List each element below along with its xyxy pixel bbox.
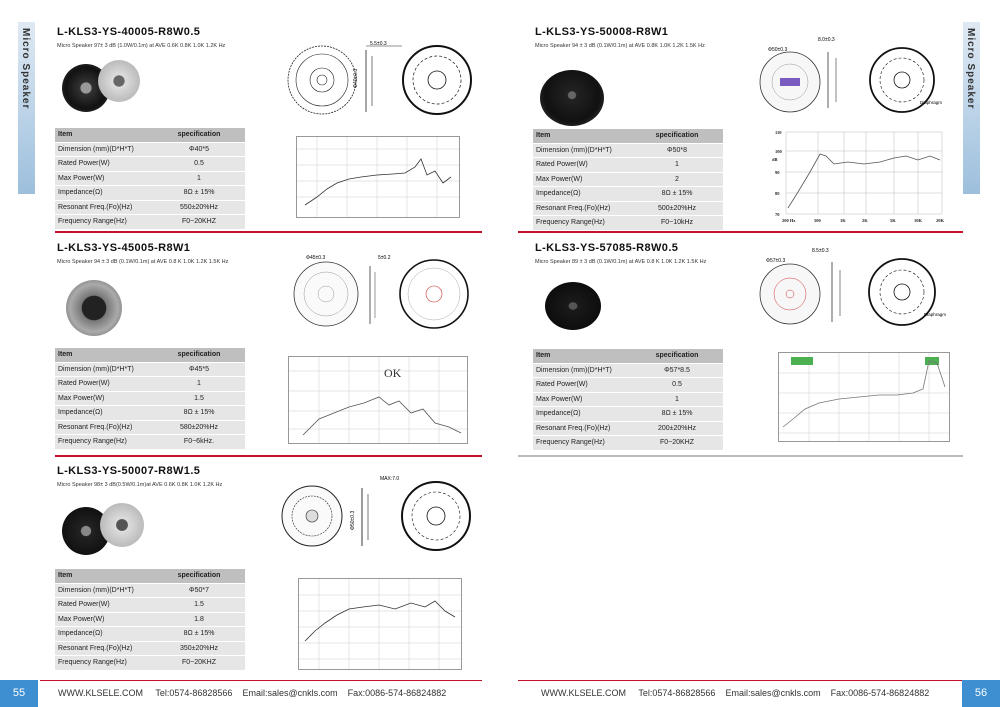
technical-drawing: [752, 248, 952, 328]
dim-height: 8.0±0.3: [818, 37, 835, 43]
technical-drawing: [282, 252, 482, 332]
footer-rule-left: [40, 680, 482, 681]
frequency-response-graph: [296, 136, 460, 218]
spec-key: Dimension (mm)(D*H*T): [533, 363, 631, 378]
dim-height: 8.5±0.3: [812, 248, 829, 254]
product-title: L-KLS3-YS-40005-R8W0.5: [57, 26, 201, 38]
spec-value: 0.5: [153, 157, 245, 172]
technical-drawing: [282, 40, 482, 120]
spec-key: Rated Power(W): [55, 157, 153, 172]
response-curve: [305, 601, 455, 641]
spec-key: Dimension (mm)(D*H*T): [55, 583, 153, 598]
spec-table: [533, 349, 723, 451]
product-title: L-KLS3-YS-57085-R8W0.5: [535, 242, 679, 254]
speaker-photo-back: [98, 60, 140, 102]
section-divider: [518, 231, 963, 233]
dim-height: 5±0.2: [378, 255, 391, 261]
spec-key: Dimension (mm)(D*H*T): [55, 142, 153, 157]
spec-value: Φ40*5: [153, 142, 245, 157]
response-curve: [783, 361, 945, 427]
spec-value: Φ50*7: [153, 583, 245, 598]
spec-key: Frequency Range(Hz): [533, 216, 631, 231]
y-tick: 90: [775, 170, 780, 175]
side-tab-left: [18, 22, 35, 194]
dim-height: 5.5±0.3: [370, 41, 387, 47]
x-tick: 500: [814, 218, 821, 223]
dim-diameter: Φ50±0.3: [350, 510, 356, 530]
spec-header-spec: specification: [153, 569, 245, 583]
graph-legend-box: [791, 357, 813, 365]
spec-key: Impedance(Ω): [533, 407, 631, 422]
product-title: L-KLS3-YS-50008-R8W1: [535, 26, 669, 38]
spec-value: Φ57*8.5: [631, 363, 723, 378]
spec-key: Impedance(Ω): [55, 627, 153, 642]
spec-value: 1.8: [153, 612, 245, 627]
spec-header-spec: specification: [153, 128, 245, 142]
spec-table: [533, 129, 723, 231]
spec-value: 1: [153, 171, 245, 186]
spec-key: Dimension (mm)(D*H*T): [533, 143, 631, 158]
spec-header-spec: specification: [631, 349, 723, 363]
spec-key: Max Power(W): [533, 172, 631, 187]
dim-diameter: Φ57±0.3: [766, 258, 786, 264]
x-tick: 5K: [890, 218, 896, 223]
spec-value: 2: [631, 172, 723, 187]
spec-value: 8Ω ± 15%: [631, 407, 723, 422]
footer-website[interactable]: WWW.KLSELE.COM: [541, 688, 627, 698]
page-number-right: 56: [962, 680, 1000, 707]
spec-key: Frequency Range(Hz): [55, 656, 153, 671]
spec-key: Impedance(Ω): [55, 186, 153, 201]
spec-value: 1.5: [153, 598, 245, 613]
speaker-photo: [545, 282, 601, 330]
footer-phone: Tel:0574-86828566: [155, 688, 233, 698]
side-tab-right: [963, 22, 980, 194]
response-curve: [303, 397, 461, 435]
spec-key: Max Power(W): [55, 391, 153, 406]
spec-key: Rated Power(W): [55, 377, 153, 392]
frequency-response-graph: [288, 356, 468, 444]
frequency-response-graph: [770, 126, 950, 226]
x-tick: 20K: [936, 218, 945, 223]
dim-height: MAX:7.0: [380, 476, 400, 482]
spec-key: Max Power(W): [533, 392, 631, 407]
spec-key: Frequency Range(Hz): [55, 215, 153, 230]
spec-value: 8Ω ± 15%: [153, 186, 245, 201]
product-description: Micro Speaker 94 ± 3 dB (0.1W/0.1m) at AVE 0.8K 1.0K 1.2K 1.5K Hz: [535, 43, 705, 49]
product-description: Micro Speaker 94 ± 3 dB (0.1W/0.1m) at AVE 0.8 K 1.0K 1.2K 1.5K Hz: [57, 259, 229, 265]
spec-header-item: Item: [533, 349, 631, 363]
spec-value: 200±20%Hz: [631, 421, 723, 436]
spec-value: 8Ω ± 15%: [153, 406, 245, 421]
footer-rule-right: [518, 680, 963, 681]
x-tick: 200 Hz: [782, 218, 796, 223]
footer-fax: Fax:0086-574-86824882: [347, 688, 447, 698]
spec-key: Resonant Freq.(Fo)(Hz): [55, 641, 153, 656]
footer-left: [58, 688, 446, 698]
y-tick: 100: [775, 149, 782, 154]
spec-table: [55, 348, 245, 450]
x-tick: 2K: [862, 218, 868, 223]
spec-value: F0~6kHz.: [153, 435, 245, 450]
footer-fax: Fax:0086-574-86824882: [830, 688, 930, 698]
spec-value: 580±20%Hz: [153, 420, 245, 435]
speaker-photo: [66, 280, 122, 336]
spec-key: Impedance(Ω): [533, 187, 631, 202]
spec-value: 350±20%Hz: [153, 641, 245, 656]
spec-value: 0.5: [631, 378, 723, 393]
spec-header-item: Item: [55, 348, 153, 362]
spec-key: Impedance(Ω): [55, 406, 153, 421]
spec-key: Resonant Freq.(Fo)(Hz): [55, 420, 153, 435]
frequency-response-graph: [298, 578, 462, 670]
spec-header-item: Item: [55, 569, 153, 583]
spec-key: Resonant Freq.(Fo)(Hz): [533, 201, 631, 216]
speaker-photo-back: [100, 503, 144, 547]
dim-diameter: Φ40±0.3: [353, 68, 359, 88]
section-divider: [55, 231, 482, 233]
dim-diameter: Φ50±0.3: [768, 47, 788, 53]
section-divider-faint: [518, 455, 963, 457]
y-tick: 80: [775, 191, 780, 196]
spec-key: Dimension (mm)(D*H*T): [55, 362, 153, 377]
spec-key: Rated Power(W): [55, 598, 153, 613]
spec-header-spec: specification: [153, 348, 245, 362]
spec-value: 500±20%Hz: [631, 201, 723, 216]
section-divider: [55, 455, 482, 457]
side-tab-right-label: Micro Speaker: [965, 28, 976, 110]
y-tick: 110: [775, 130, 782, 135]
spec-value: F0~20KHZ: [153, 215, 245, 230]
spec-key: Max Power(W): [55, 171, 153, 186]
product-title: L-KLS3-YS-45005-R8W1: [57, 242, 191, 254]
product-description: Micro Speaker 89 ± 3 dB (0.1W/0.1m) at AVE 0.8 K 1.0K 1.2K 1.5K Hz: [535, 259, 707, 265]
spec-value: 8Ω ± 15%: [631, 187, 723, 202]
spec-value: Φ50*8: [631, 143, 723, 158]
spec-value: F0~20KHZ: [631, 436, 723, 451]
spec-value: 550±20%Hz: [153, 200, 245, 215]
x-tick: 10K: [914, 218, 923, 223]
spec-key: Rated Power(W): [533, 158, 631, 173]
technical-drawing: [272, 474, 482, 554]
spec-value: 8Ω ± 15%: [153, 627, 245, 642]
footer-website[interactable]: WWW.KLSELE.COM: [58, 688, 144, 698]
spec-value: 1.5: [153, 391, 245, 406]
spec-key: Resonant Freq.(Fo)(Hz): [55, 200, 153, 215]
spec-table: [55, 128, 245, 230]
y-tick: 70: [775, 212, 780, 217]
spec-key: Frequency Range(Hz): [55, 435, 153, 450]
response-curve: [788, 154, 940, 208]
footer-email[interactable]: Email:sales@cnkls.com: [725, 688, 821, 698]
footer-email[interactable]: Email:sales@cnkls.com: [242, 688, 338, 698]
product-description: Micro Speaker 97± 3 dB (1.0W/0.1m) at AVE 0.6K 0.8K 1.0K 1.2K Hz: [57, 43, 226, 49]
y-unit-label: dB: [772, 157, 778, 162]
footer-right: [541, 688, 929, 698]
spec-key: Resonant Freq.(Fo)(Hz): [533, 421, 631, 436]
technical-drawing: [752, 36, 952, 116]
spec-key: Rated Power(W): [533, 378, 631, 393]
x-tick: 1K: [840, 218, 846, 223]
diaphragm-label: Diaphragm: [924, 312, 947, 317]
response-curve: [305, 159, 451, 205]
spec-table: [55, 569, 245, 671]
graph-ok-label: OK: [384, 366, 402, 380]
product-description: Micro Speaker 98± 3 dB(0.5W/0.1m)at AVE 0.6K 0.8K 1.0K 1.2K Hz: [57, 482, 223, 488]
spec-value: 1: [153, 377, 245, 392]
spec-value: F0~10kHz: [631, 216, 723, 231]
spec-value: F0~20KHZ: [153, 656, 245, 671]
spec-key: Frequency Range(Hz): [533, 436, 631, 451]
spec-value: Φ45*5: [153, 362, 245, 377]
dim-diameter: Φ45±0.3: [306, 255, 326, 261]
spec-value: 1: [631, 392, 723, 407]
side-tab-left-label: Micro Speaker: [20, 28, 31, 110]
spec-header-item: Item: [533, 129, 631, 143]
page-number-left: 55: [0, 680, 38, 707]
diaphragm-label: Diaphragm: [920, 100, 943, 105]
product-title: L-KLS3-YS-50007-R8W1.5: [57, 465, 201, 477]
spec-value: 1: [631, 158, 723, 173]
frequency-response-graph: [778, 352, 950, 442]
speaker-photo: [540, 70, 604, 126]
footer-phone: Tel:0574-86828566: [638, 688, 716, 698]
spec-header-spec: specification: [631, 129, 723, 143]
spec-header-item: Item: [55, 128, 153, 142]
spec-key: Max Power(W): [55, 612, 153, 627]
